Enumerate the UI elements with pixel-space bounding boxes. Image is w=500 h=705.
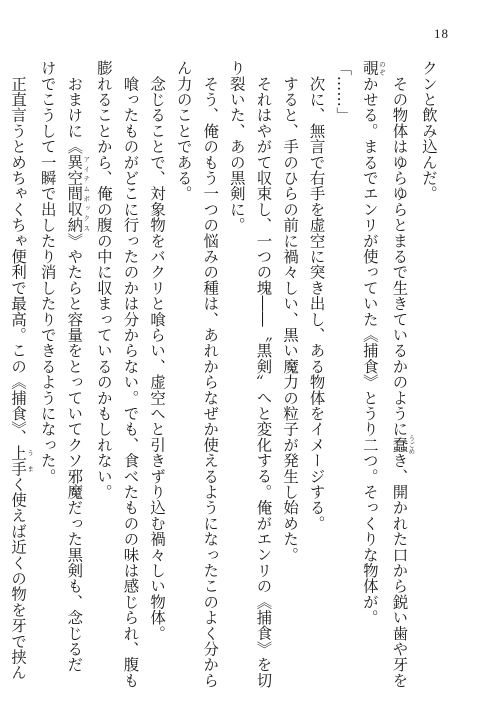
- ruby-word: 蠢 うごめ: [390, 434, 416, 455]
- text-line: 念じることで、対象物をバクリと喰らい、虚空へと引きずり込む禍々しい物体。: [148, 60, 167, 641]
- furigana: アイテムボックス: [82, 154, 91, 233]
- text-line: そう、俺のもう一つの悩みの種は、あれからなぜか使えるようになったこのよく分から: [201, 60, 220, 688]
- text-line: けでこうして一瞬で出したり消したりできるようになった。: [38, 60, 57, 484]
- furigana: のぞ: [377, 60, 386, 76]
- text-line: それはやがて収束し、一つの塊――〝黒剣〟へと変化する。俺がエンリの《捕食》を切: [254, 60, 273, 688]
- text-line: おまけに《異空間収納 アイテムボックス》やたらと容量をとっていてクソ邪魔だった黒剣も、念じるだ: [65, 60, 91, 673]
- body-text: [0, 60, 442, 689]
- text-line: り裂いた、あの黒剣に。: [227, 60, 246, 233]
- furigana: うごめ: [407, 434, 416, 455]
- text-line: 喰ったものがどこに行ったのかは分からない。でも、食べたものの味は感じられ、腹も: [121, 60, 140, 688]
- text-line: 「……」: [334, 60, 353, 123]
- text-line: 正直言うとめちゃくちゃ便利で最高。この《捕食》、上手 うまく使えば近くの物を牙で挟ん: [9, 60, 35, 681]
- text-line: [0, 60, 5, 675]
- text-line: ん力のことである。: [174, 60, 193, 202]
- ruby-word: 覗 のぞ: [360, 60, 386, 76]
- furigana: うま: [26, 444, 35, 477]
- ruby-word: 異空間収納 アイテムボックス: [65, 154, 91, 233]
- text-line: すると、手のひらの前に禍々しい、黒い魔力の粒子が発生し始めた。: [281, 60, 300, 563]
- text-line: クンと飲み込んだ。: [420, 60, 438, 202]
- page-number: 18: [434, 26, 449, 41]
- text-line: 次に、無言で右手を虚空に突き出し、ある物体をイメージする。: [307, 60, 326, 531]
- text-line: 覗 のぞかせる。まるでエンリが使っていた《捕食》とうり二つ。そっくりな物体が。: [360, 60, 386, 626]
- ruby-word: 上手 うま: [9, 444, 35, 477]
- text-line: 膨れることから、俺の腹の中に収まっているのかもしれない。: [94, 60, 113, 500]
- text-line: その物体はゆらゆらとまるで生きているかのように蠢 うごめき、開かれた口から鋭い歯や牙を: [390, 60, 416, 689]
